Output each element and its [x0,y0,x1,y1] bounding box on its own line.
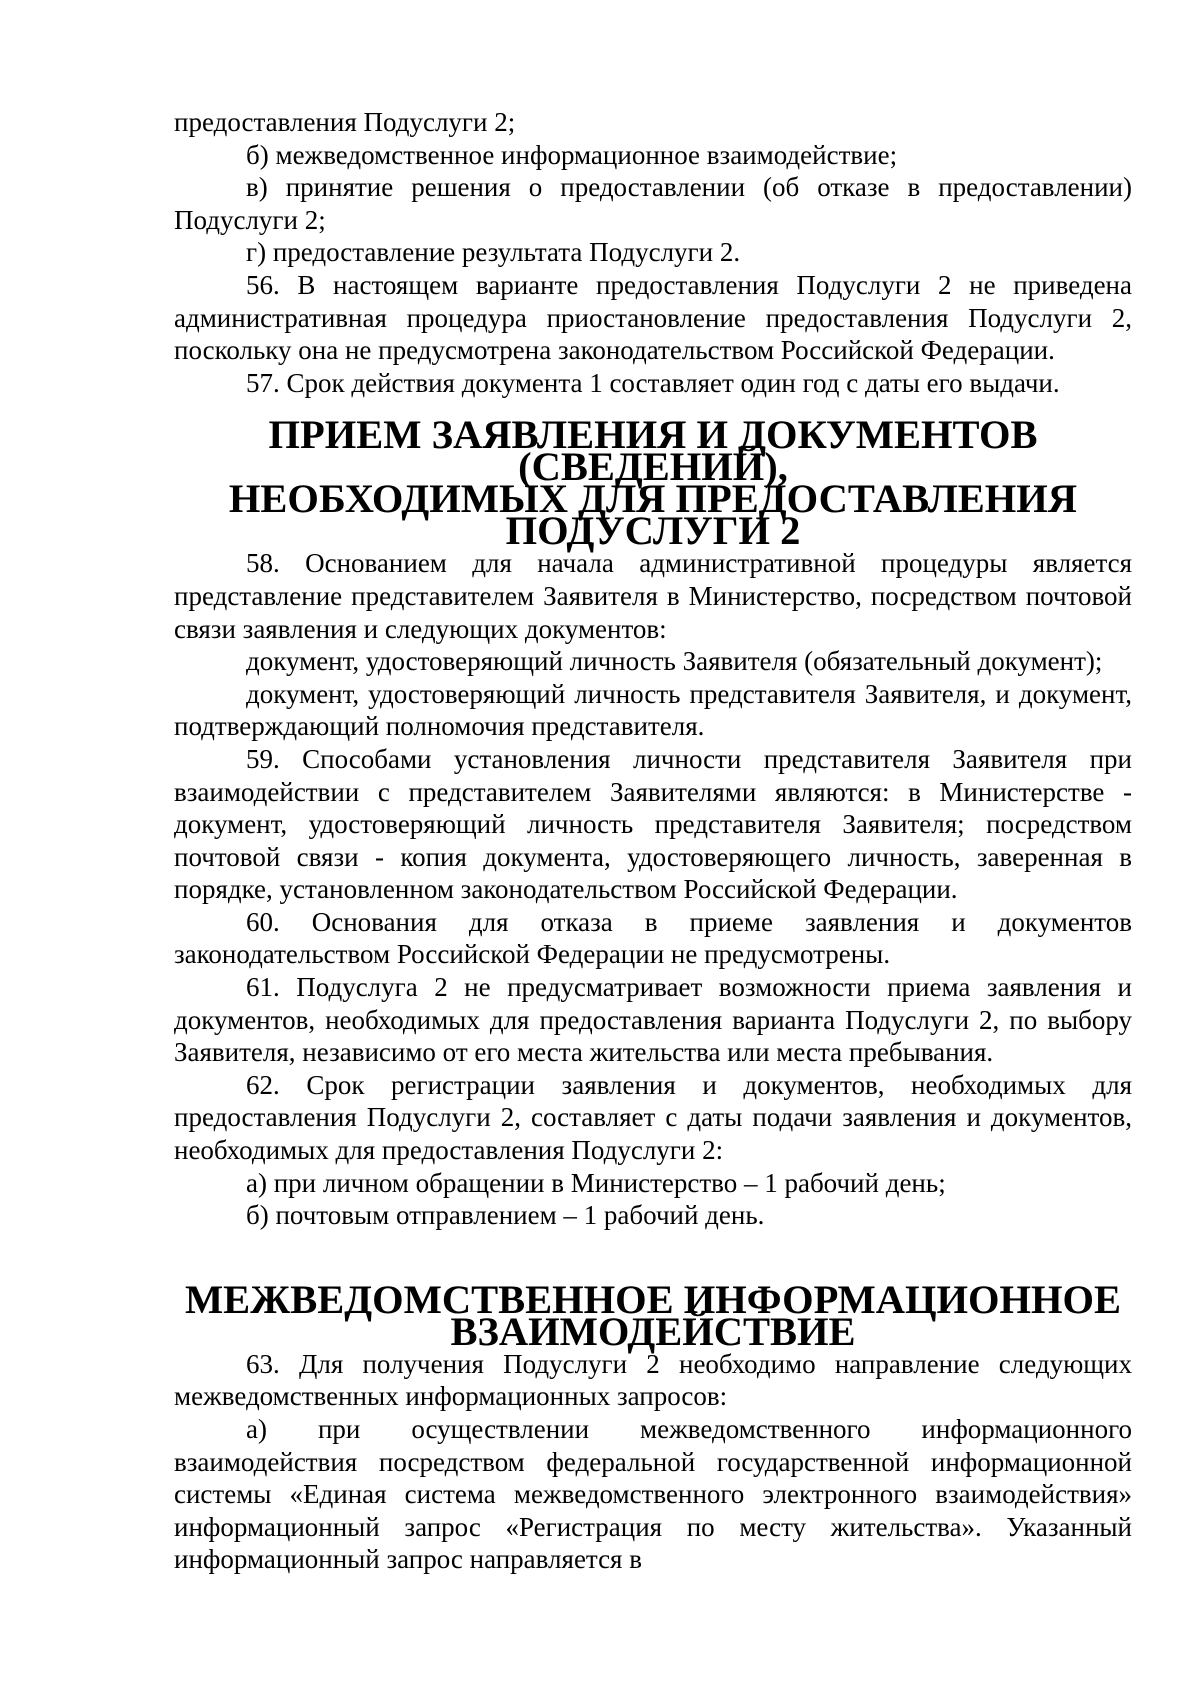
paragraph-continuation: предоставления Подуслуги 2; [174,107,516,137]
list-item-b: б) межведомственное информационное взаимодействие; [246,139,898,170]
document-page [174,106,1132,1576]
list-item-b-by-mail: б) почтовым отправлением – 1 рабочий день. [246,1200,765,1231]
spacer [174,1232,1132,1284]
paragraph-56: 56. В настоящем варианте предоставления Подуслуги 2 не приведена административная процедура приостановление предоставления Подуслуги 2, поскольку она не предусмотрена законодательством Российской Федерации. [174,269,1132,366]
paragraph-59: 59. Способами установления личности представителя Заявителя при взаимодействии с представителем Заявителями являются: в Министерстве - документ, удостоверяющий личность представителя Заявителя; посредством почтовой связи - копия документа, удостоверяющего личность, заверенная в порядке, установленном законодательством Российской Федерации. [174,743,1132,905]
heading-line: ВЗАИМОДЕЙСТВИЕ [450,1308,856,1354]
paragraph-63: 63. Для получения Подуслуги 2 необходимо направление следующих межведомственных информационных запросов: [174,1348,1132,1412]
heading-line: НЕОБХОДИМЫХ ДЛЯ ПРЕДОСТАВЛЕНИЯ ПОДУСЛУГИ 2 [228,476,1078,554]
list-item-a-in-person: а) при личном обращении в Министерство – 1 рабочий день; [246,1167,946,1198]
heading-line: ПРИЕМ ЗАЯВЛЕНИЯ И ДОКУМЕНТОВ (СВЕДЕНИЙ), [268,412,1038,490]
list-item-a-smev: а) при осуществлении межведомственного информационного взаимодействия посредством федеральной государственной информационной системы «Единая система межведомственного электронного взаимодействия» информационный запрос «Регистрация по месту жительства». Указанный информационный запрос направляется в [174,1414,1132,1575]
paragraph-62: 62. Срок регистрации заявления и документов, необходимых для предоставления Подуслуги 2, составляет с даты подачи заявления и документов, необходимых для предоставления Подуслуги 2: [174,1069,1132,1166]
heading-line: МЕЖВЕДОМСТВЕННОЕ ИНФОРМАЦИОННОЕ [184,1276,1122,1322]
paragraph-61: 61. Подуслуга 2 не предусматривает возможности приема заявления и документов, необходимых для предоставления варианта Подуслуги 2, по выбору Заявителя, независимо от его места жительства или места пребывания. [174,972,1132,1068]
paragraph-57: 57. Срок действия документа 1 составляет один год с даты его выдачи. [246,367,1060,398]
list-item-document-applicant: документ, удостоверяющий личность Заявителя (обязательный документ); [246,646,1103,677]
list-item-document-representative: документ, удостоверяющий личность представителя Заявителя, и документ, подтверждающий полномочия представителя. [174,678,1132,742]
list-item-v: в) принятие решения о предоставлении (об отказе в предоставлении) Подуслуги 2; [174,172,1132,235]
paragraph-60: 60. Основания для отказа в приеме заявления и документов законодательством Российской Федерации не предусмотрены. [174,906,1132,970]
list-item-g: г) предоставление результата Подуслуги 2. [246,237,741,268]
section-heading-interagency-interaction [174,1276,1132,1354]
section-heading-application-intake [174,412,1132,554]
paragraph-58: 58. Основанием для начала административной процедуры является представление представителем Заявителя в Министерство, посредством почтовой связи заявления и следующих документов: [174,548,1132,644]
